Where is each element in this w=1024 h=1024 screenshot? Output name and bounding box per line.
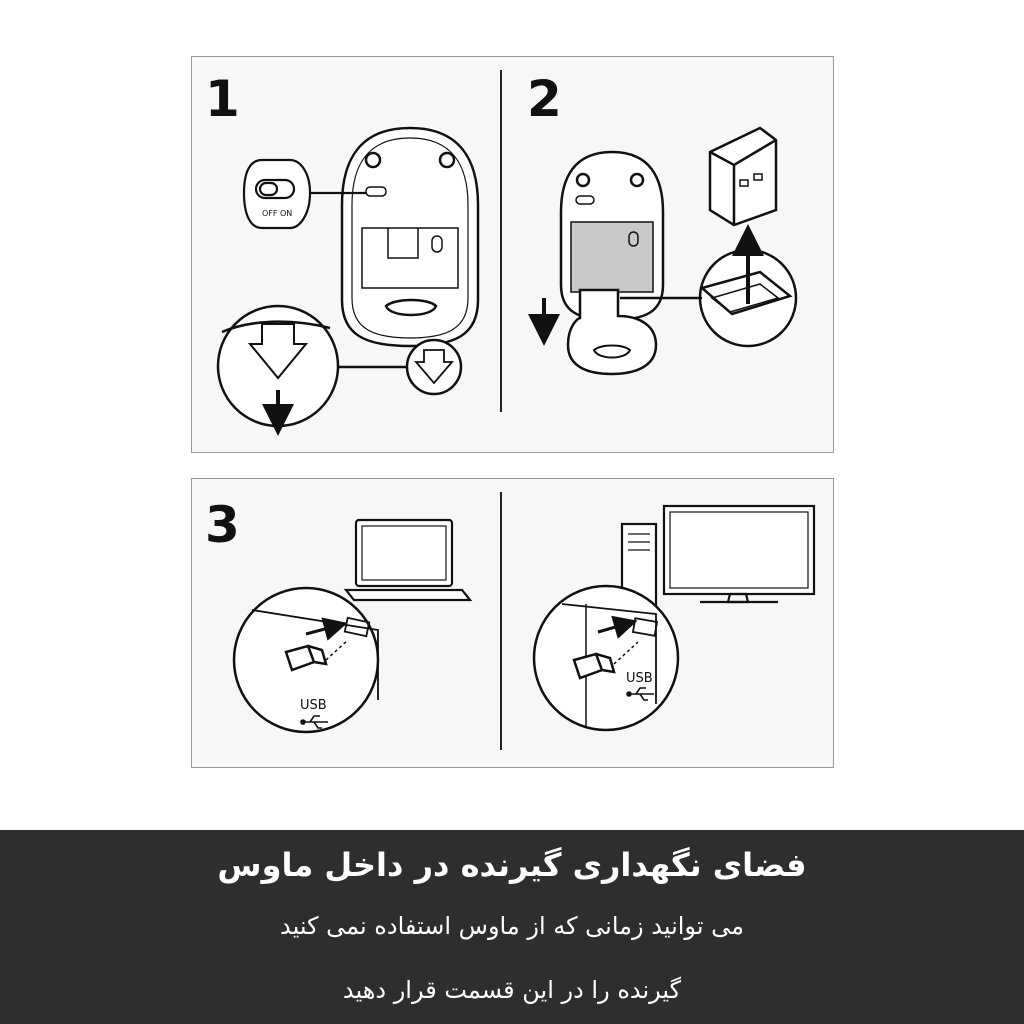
step-number-1: 1 (205, 70, 240, 128)
usb-label-left: USB (300, 698, 327, 713)
desktop-computer-illustration (622, 506, 814, 606)
usb-label-right: USB (626, 671, 653, 686)
step-number-3: 3 (205, 496, 240, 554)
switch-on-label: ON (280, 209, 293, 218)
desktop-usb-zoom-callout (534, 586, 678, 730)
switch-off-label: OFF (262, 209, 278, 218)
mouse-underside-step1 (342, 128, 478, 346)
laptop-illustration (346, 520, 470, 600)
mouse-underside-step2 (544, 152, 663, 374)
usb-receiver-large (710, 128, 776, 225)
banner-title: فضای نگهداری گیرنده در داخل ماوس (217, 846, 807, 884)
banner-description-line-2: گیرنده را در این قسمت قرار دهید (342, 976, 682, 1004)
banner-description-line-1: می توانید زمانی که از ماوس استفاده نمی کنید (279, 912, 744, 940)
step-number-2: 2 (527, 70, 562, 128)
